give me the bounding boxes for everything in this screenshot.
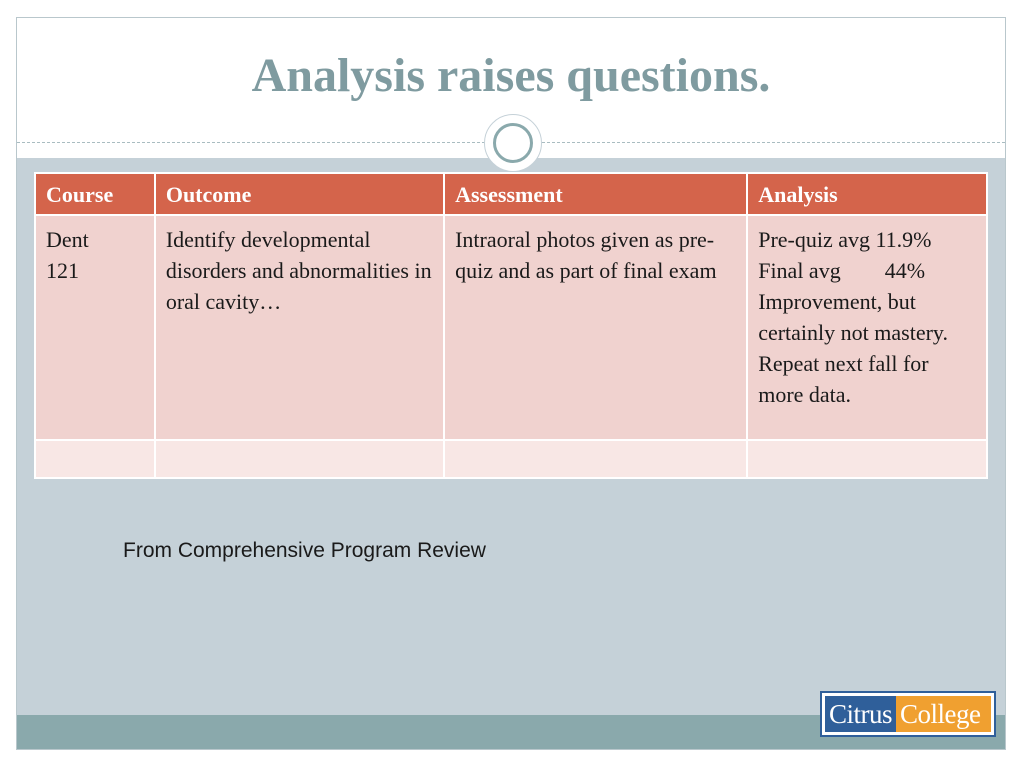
citrus-college-logo — [820, 691, 996, 737]
table-header-row — [35, 173, 987, 215]
cell-outcome-empty — [155, 440, 444, 478]
cell-course-empty — [35, 440, 155, 478]
header-outcome: Outcome — [155, 173, 444, 215]
source-note: From Comprehensive Program Review — [123, 539, 486, 562]
header-analysis: Analysis — [747, 173, 987, 215]
header-course: Course — [35, 173, 155, 215]
analysis-final: Final avg 44% — [758, 258, 926, 283]
cell-outcome: Identify developmental disorders and abnormalities in oral cavity… — [155, 215, 444, 440]
cell-assessment-empty — [444, 440, 747, 478]
assessment-table — [34, 172, 988, 479]
course-name: Dent — [46, 227, 89, 252]
cell-analysis-empty — [747, 440, 987, 478]
logo-text-citrus: Citrus — [825, 696, 896, 732]
table-row-empty — [35, 440, 987, 478]
analysis-notes: Improvement, but certainly not mastery. Repeat next fall for more data. — [758, 289, 959, 407]
analysis-prequiz: Pre-quiz avg 11.9% — [758, 227, 932, 252]
circle-ornament-ring — [493, 123, 533, 163]
cell-analysis — [747, 215, 987, 440]
header-assessment: Assessment — [444, 173, 747, 215]
slide-frame — [16, 17, 1006, 750]
circle-ornament-icon — [484, 114, 542, 172]
table-row — [35, 215, 987, 440]
course-number: 121 — [46, 258, 79, 283]
cell-course — [35, 215, 155, 440]
cell-assessment: Intraoral photos given as pre-quiz and as part of final exam — [444, 215, 747, 440]
slide-title: Analysis raises questions. — [251, 49, 771, 102]
logo-text-college: College — [896, 696, 991, 732]
